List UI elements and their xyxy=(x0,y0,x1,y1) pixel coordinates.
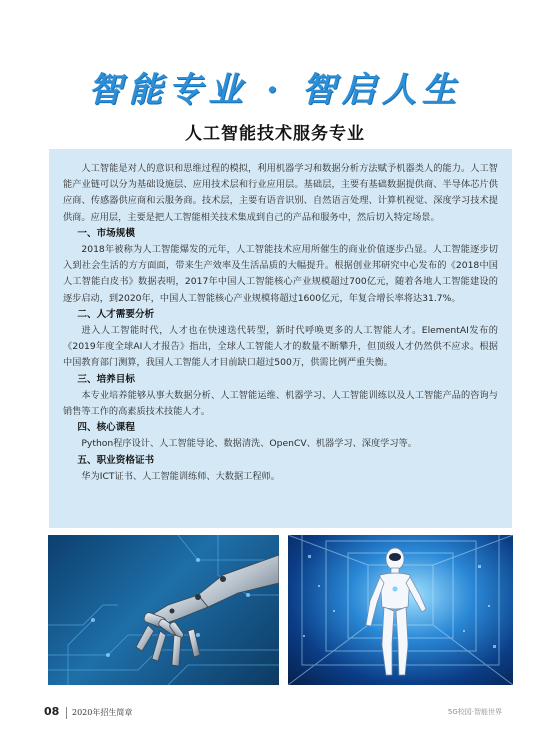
footer-publication: 2020年招生简章 xyxy=(72,708,133,717)
page-title: 人工智能技术服务专业 xyxy=(185,124,365,144)
page-footer xyxy=(0,705,550,727)
footer-slogan: 5G校园·智能世界 xyxy=(447,708,502,716)
section-body-goal: 本专业培养能够从事大数据分析、人工智能运维、机器学习、人工智能训练以及人工智能产品的咨询与销售等工作的高素质技术技能人才。 xyxy=(63,389,498,418)
banner-slogan: 智能专业 · 智启人生 xyxy=(88,70,462,110)
section-heading-courses: 四、核心课程 xyxy=(77,422,135,434)
section-body-courses: Python程序设计、人工智能导论、数据清洗、OpenCV、机器学习、深度学习等。 xyxy=(81,438,417,450)
section-heading-certificates: 五、职业资格证书 xyxy=(77,454,155,466)
footer-divider xyxy=(66,707,67,719)
banner xyxy=(0,56,550,116)
section-body-talent: 进入人工智能时代，人才也在快速迭代转型，新时代呼唤更多的人工智能人才。ElementAI发布的《2019年度全球AI人才报告》指出，全球人工智能人才的数量不断攀升，但顶级人才仍然供不应求。根据中国教育部门测算，我国人工智能人才目前缺口超过500万，供需比例严重失衡。 xyxy=(63,325,498,369)
section-body-certificates: 华为ICT证书、人工智能训练师、大数据工程师。 xyxy=(81,470,280,482)
page-number: 08 xyxy=(44,705,60,718)
intro-paragraph: 人工智能是对人的意识和思维过程的模拟，利用机器学习和数据分析方法赋予机器类人的能力。人工智能产业链可以分为基础设施层、应用技术层和行业应用层。基础层，主要有基础数据提供商、半导体芯片供应商、传感器供应商和云服务商。技术层，主要有语音识别、自然语言处理、计算机视觉、深度学习技术提供商。应用层，主要是把人工智能相关技术集成到自己的产品和服务中，然后切入特定场景。 xyxy=(63,163,498,223)
humanoid-robot-photo xyxy=(288,535,513,685)
section-heading-talent: 二、人才需要分析 xyxy=(77,308,155,320)
section-body-market: 2018年被称为人工智能爆发的元年，人工智能技术应用所催生的商业价值逐步凸显。人工智能逐步切入到社会生活的方方面面，带来生产效率及生活品质的大幅提升。根据创业邦研究中心发布的《2018中国人工智能白皮书》数据表明，2017年中国人工智能核心产业规模超过700亿元，随着各地人工智能建设的逐步启动，到2020年，中国人工智能核心产业规模将超过1600亿元，年复合增长率将达31.7%。 xyxy=(63,244,498,304)
robot-hand-illustration xyxy=(48,535,279,685)
section-heading-market: 一、市场规模 xyxy=(77,227,135,239)
section-heading-goal: 三、培养目标 xyxy=(77,373,135,385)
humanoid-robot-illustration xyxy=(288,535,513,685)
content-box xyxy=(49,149,512,528)
robot-hand-photo xyxy=(48,535,279,685)
